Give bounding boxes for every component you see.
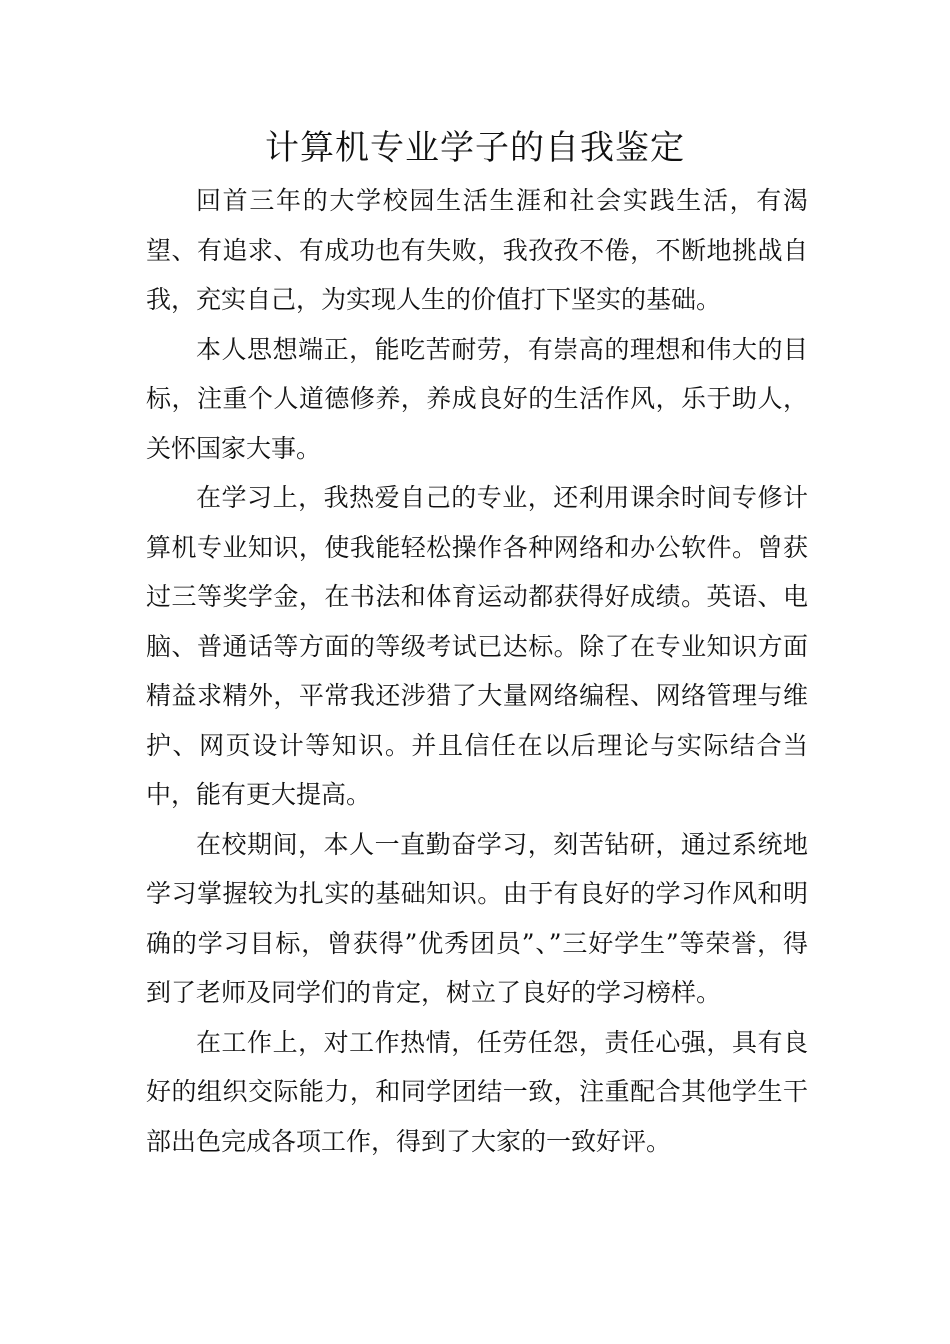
paragraph-intro: 回首三年的大学校园生活生涯和社会实践生活，有渴望、有追求、有成功也有失败，我孜孜不倦，不断地挑战自我，充实自己，为实现人生的价值打下坚实的基础。 [146,186,808,314]
paragraph-character: 本人思想端正，能吃苦耐劳，有崇高的理想和伟大的目标，注重个人道德修养，养成良好的生活作风，乐于助人，关怀国家大事。 [146,334,808,463]
paragraph-study: 在学习上，我热爱自己的专业，还利用课余时间专修计算机专业知识，使我能轻松操作各种网络和办公软件。曾获过三等奖学金，在书法和体育运动都获得好成绩。英语、电脑、普通话等方面的等级考试已达标。除了在专业知识方面精益求精外，平常我还涉猎了大量网络编程、网络管理与维护、网页设计等知识。并且信任在以后理论与实际结合当中，能有更大提高。 [146,483,808,809]
document-body [146,176,808,1166]
document-title: 计算机专业学子的自我鉴定 [265,128,685,168]
paragraph-work: 在工作上，对工作热情，任劳任怨，责任心强，具有良好的组织交际能力，和同学团结一致，注重配合其他学生干部出色完成各项工作，得到了大家的一致好评。 [146,1027,808,1156]
paragraph-school: 在校期间，本人一直勤奋学习，刻苦钻研，通过系统地学习掌握较为扎实的基础知识。由于有良好的学习作风和明确的学习目标，曾获得”优秀团员”、”三好学生”等荣誉，得到了老师及同学们的肯定，树立了良好的学习榜样。 [146,829,808,1007]
